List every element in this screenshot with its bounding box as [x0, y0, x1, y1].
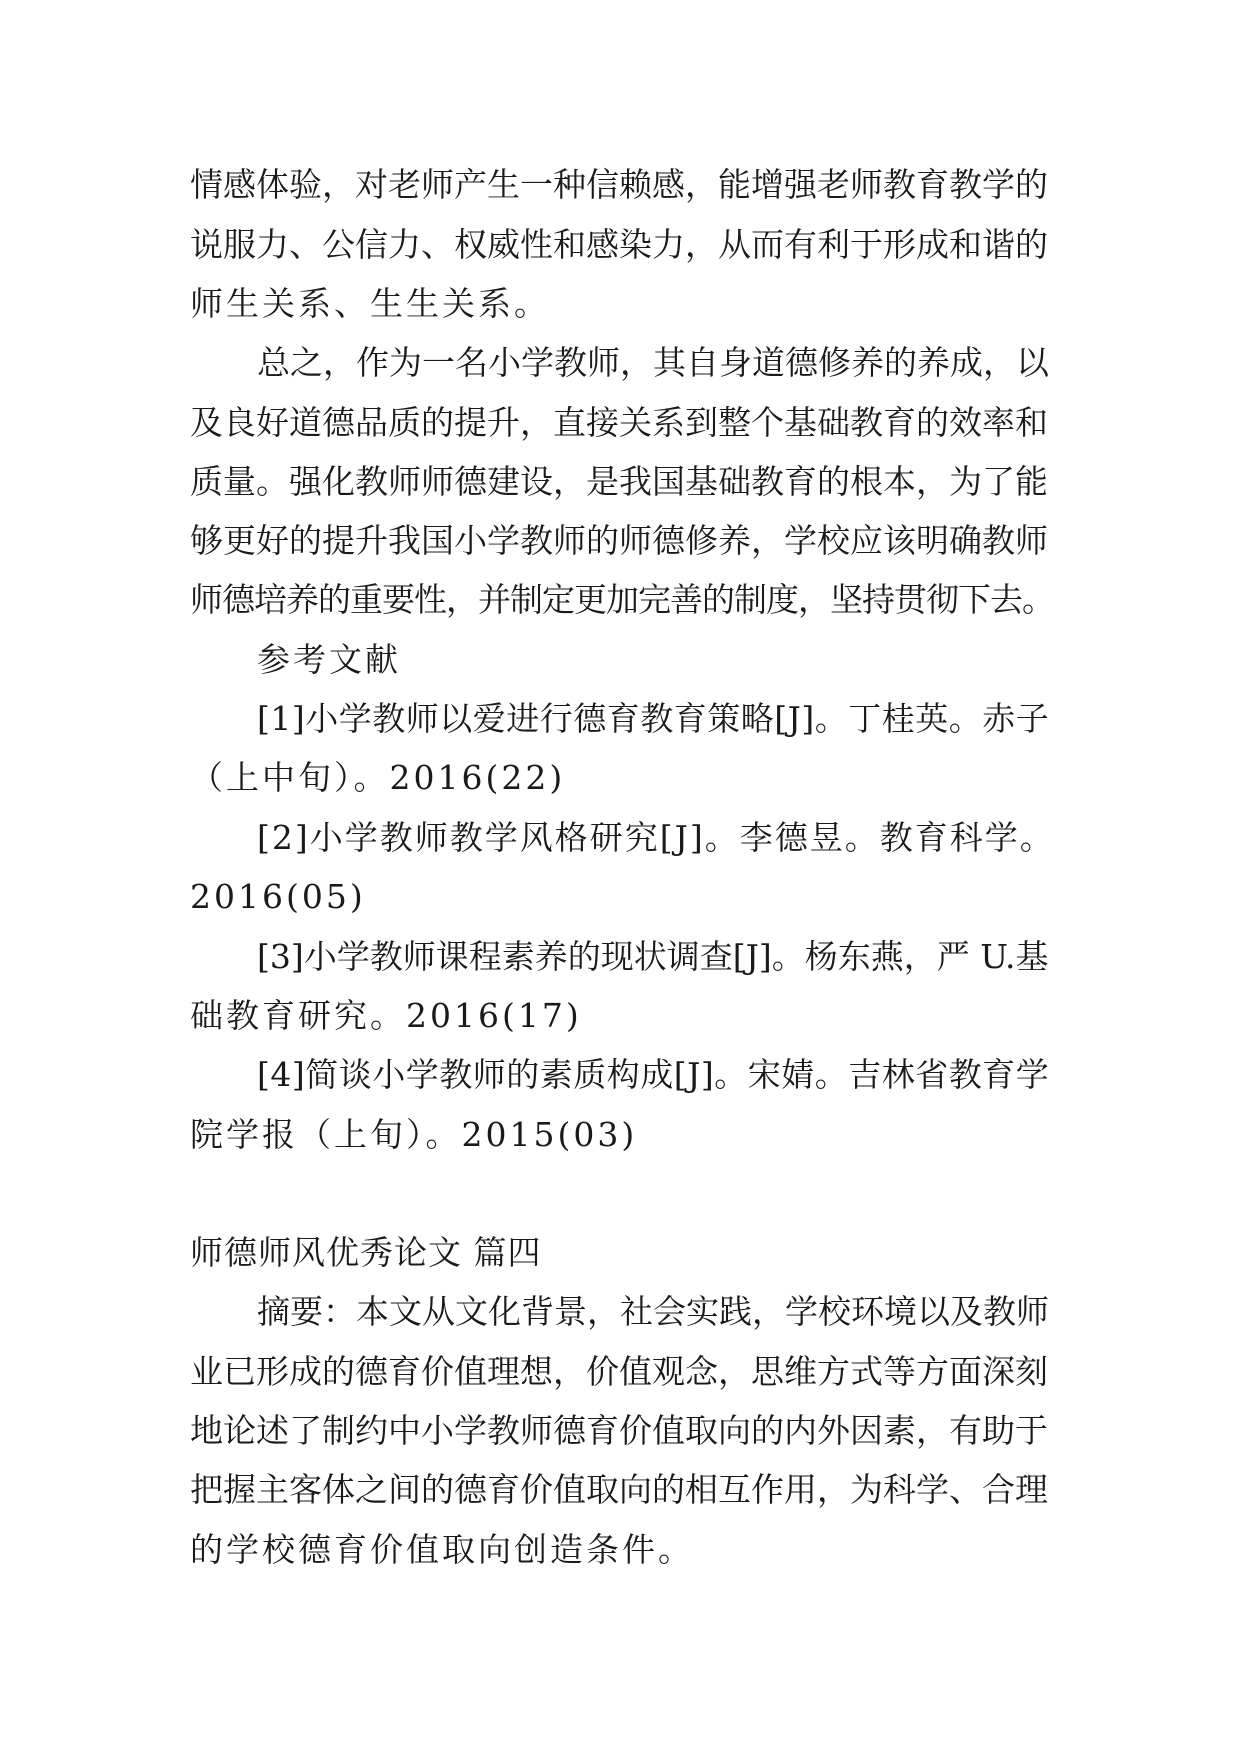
references-heading: 参考文献 [257, 640, 401, 679]
body-text-line: 业已形成的德育价值理想，价值观念，思维方式等方面深刻 [190, 1352, 1048, 1391]
reference-item-continuation: 2016(05) [190, 877, 366, 916]
reference-item: [2]小学教师教学风格研究[J]。李德昱。教育科学。 [257, 818, 1055, 857]
body-text-line: 及良好道德品质的提升，直接关系到整个基础教育的效率和 [190, 403, 1048, 442]
reference-item: [1]小学教师以爱进行德育教育策略[J]。丁桂英。赤子 [257, 699, 1050, 738]
section-heading: 师德师风优秀论文 篇四 [190, 1233, 542, 1272]
abstract-start-line: 摘要：本文从文化背景，社会实践，学校环境以及教师 [257, 1292, 1049, 1331]
reference-item-continuation: 础教育研究。2016(17) [190, 996, 582, 1035]
body-text-line: 说服力、公信力、权威性和感染力，从而有利于形成和谐的 [190, 225, 1048, 264]
reference-item: [3]小学教师课程素养的现状调查[J]。杨东燕，严 U.基 [257, 937, 1049, 976]
body-text-line: 的学校德育价值取向创造条件。 [190, 1530, 694, 1569]
body-text-line: 地论述了制约中小学教师德育价值取向的内外因素，有助于 [190, 1411, 1048, 1450]
body-text-line: 师德培养的重要性，并制定更加完善的制度，坚持贯彻下去。 [190, 580, 1054, 619]
reference-item: [4]简谈小学教师的素质构成[J]。宋婧。吉林省教育学 [257, 1055, 1050, 1094]
body-text-line: 质量。强化教师师德建设，是我国基础教育的根本，为了能 [190, 462, 1048, 501]
body-text-line: 师生关系、生生关系。 [190, 284, 550, 323]
reference-item-continuation: 院学报（上旬）。2015(03) [190, 1115, 638, 1154]
body-text-line: 把握主客体之间的德育价值取向的相互作用，为科学、合理 [190, 1470, 1048, 1509]
reference-item-continuation: （上中旬）。2016(22) [190, 758, 566, 797]
body-text-line: 够更好的提升我国小学教师的师德修养，学校应该明确教师 [190, 521, 1048, 560]
paragraph-start-line: 总之，作为一名小学教师，其自身道德修养的养成，以 [257, 343, 1049, 382]
body-text-line: 情感体验，对老师产生一种信赖感，能增强老师教育教学的 [190, 165, 1048, 204]
